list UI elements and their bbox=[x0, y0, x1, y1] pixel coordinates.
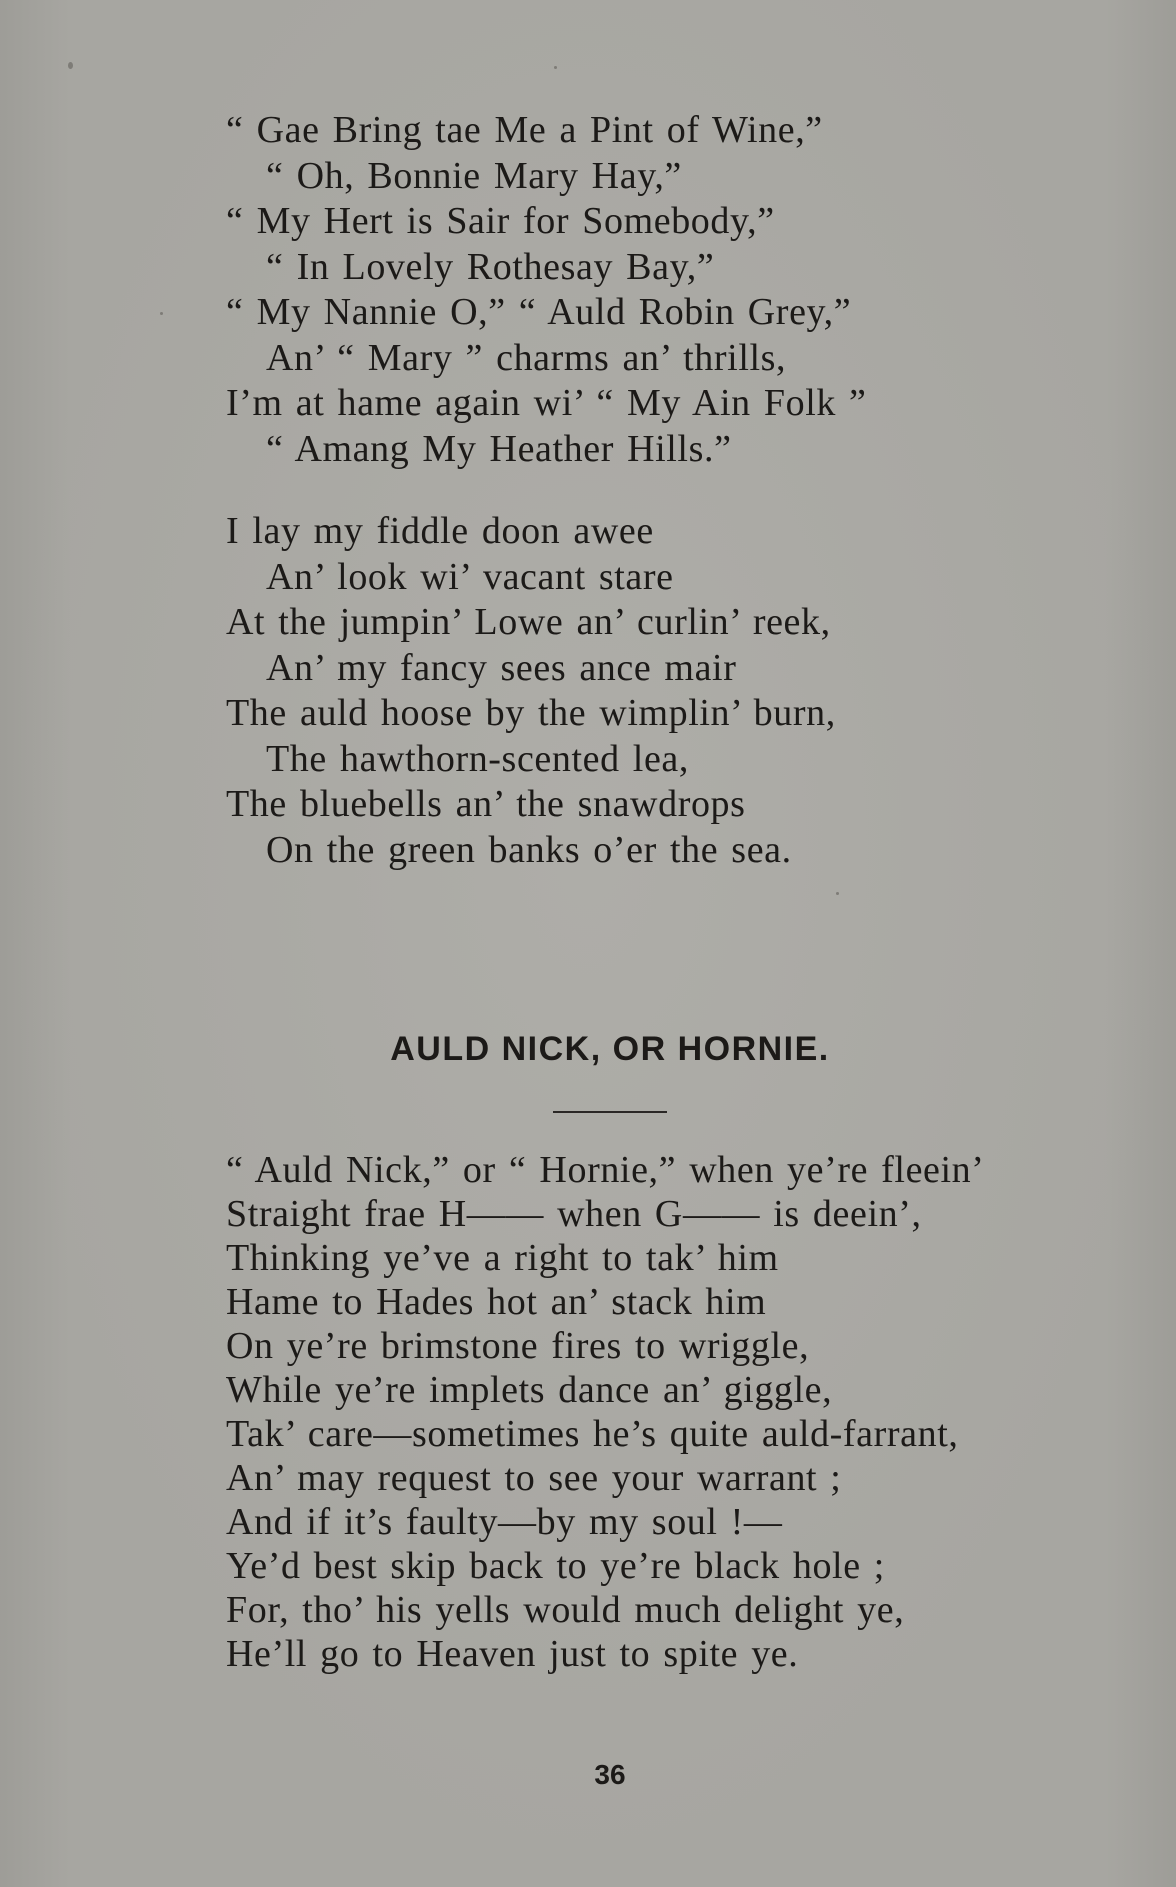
poem-line: Thinking ye’ve a right to tak’ him bbox=[226, 1237, 779, 1279]
poem-line: “ My Hert is Sair for Somebody,” bbox=[226, 200, 775, 242]
poem-line: The hawthorn-scented lea, bbox=[266, 737, 689, 780]
poem-line: “ Amang My Heather Hills.” bbox=[266, 427, 732, 470]
poem-line: “ Oh, Bonnie Mary Hay,” bbox=[266, 154, 682, 197]
poem-title: AULD NICK, OR HORNIE. bbox=[390, 1030, 830, 1068]
poem-line: “ In Lovely Rothesay Bay,” bbox=[266, 245, 715, 288]
poem-line: An’ look wi’ vacant stare bbox=[266, 555, 674, 598]
poem-stanza-1 bbox=[226, 108, 867, 472]
poem-line: I’m at hame again wi’ “ My Ain Folk ” bbox=[226, 382, 867, 424]
poem-line: An’ “ Mary ” charms an’ thrills, bbox=[266, 336, 787, 379]
poem-line: For, tho’ his yells would much delight ye, bbox=[226, 1589, 905, 1631]
poem-line: “ Auld Nick,” or “ Hornie,” when ye’re fleein’ bbox=[226, 1149, 985, 1191]
title-divider bbox=[553, 1111, 667, 1113]
paper-speck bbox=[836, 892, 839, 895]
poem-line: Tak’ care—sometimes he’s quite auld-farrant, bbox=[226, 1413, 959, 1455]
poem-line: “ Gae Bring tae Me a Pint of Wine,” bbox=[226, 109, 823, 151]
poem-line: Straight frae H—— when G—— is deein’, bbox=[226, 1193, 922, 1235]
poem-line: While ye’re implets dance an’ giggle, bbox=[226, 1369, 833, 1411]
poem-line: On the green banks o’er the sea. bbox=[266, 828, 792, 871]
poem-line: On ye’re brimstone fires to wriggle, bbox=[226, 1325, 810, 1367]
page-number: 36 bbox=[594, 1759, 626, 1790]
poem-stanza-2 bbox=[226, 509, 836, 873]
poem-line: Hame to Hades hot an’ stack him bbox=[226, 1281, 767, 1323]
poem-line: And if it’s faulty—by my soul !— bbox=[226, 1501, 783, 1543]
poem-body bbox=[226, 1148, 985, 1676]
poem-line: An’ my fancy sees ance mair bbox=[266, 646, 737, 689]
poem-line: The bluebells an’ the snawdrops bbox=[226, 783, 746, 825]
paper-speck bbox=[160, 312, 163, 315]
poem-line: An’ may request to see your warrant ; bbox=[226, 1457, 842, 1499]
poem-line: Ye’d best skip back to ye’re black hole ; bbox=[226, 1545, 885, 1587]
paper-speck bbox=[68, 62, 73, 69]
poem-line: I lay my fiddle doon awee bbox=[226, 510, 654, 552]
poem-line: “ My Nannie O,” “ Auld Robin Grey,” bbox=[226, 291, 852, 333]
poem-line: At the jumpin’ Lowe an’ curlin’ reek, bbox=[226, 601, 831, 643]
paper-speck bbox=[554, 66, 557, 69]
poem-line: He’ll go to Heaven just to spite ye. bbox=[226, 1633, 799, 1675]
poem-line: The auld hoose by the wimplin’ burn, bbox=[226, 692, 836, 734]
